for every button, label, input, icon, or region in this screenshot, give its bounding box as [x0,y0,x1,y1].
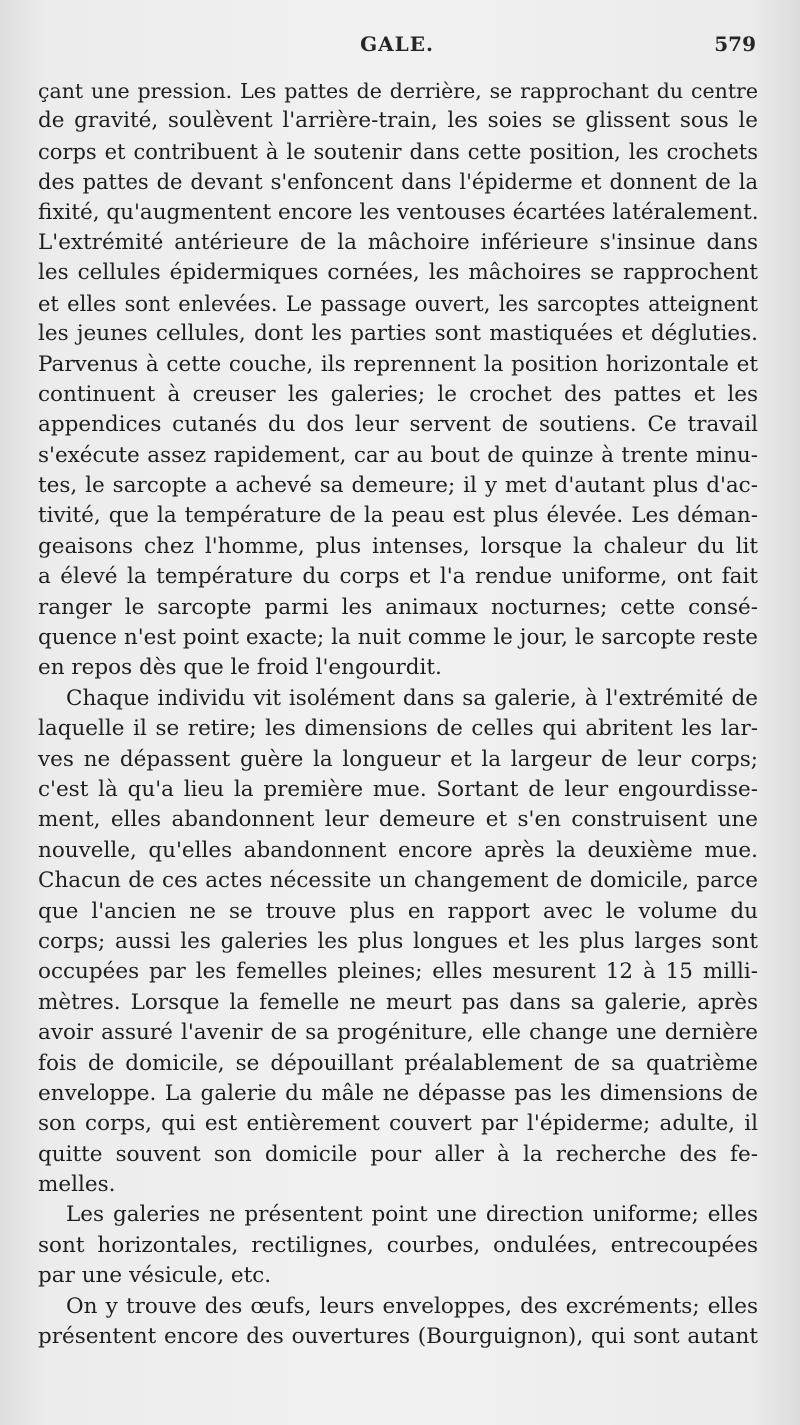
text-line: les cellules épidermiques cornées, les mâchoires se rapprochent [38,260,758,286]
text-line: melles. [38,1172,116,1198]
text-line: a élevé la température du corps et l'a rendue uniforme, ont fait [38,564,758,590]
text-line: c'est là qu'a lieu la première mue. Sortant de leur engourdisse- [38,776,758,802]
text-line: Parvenus à cette couche, ils reprennent la position horizontale et [38,351,758,377]
text-line: L'extrémité antérieure de la mâchoire inférieure s'insinue dans [38,229,758,255]
text-line: en repos dès que le froid l'engourdit. [38,655,442,681]
text-line: tes, le sarcopte a achevé sa demeure; il y met d'autant plus d'ac- [38,473,758,499]
text-line: laquelle il se retire; les dimensions de celles qui abritent les lar- [38,716,758,742]
text-line: présentent encore des ouvertures (Bourguignon), qui sont autant [38,1324,758,1350]
text-line: s'exécute assez rapidement, car au bout de quinze à trente minu- [38,442,758,468]
text-line: occupées par les femelles pleines; elles mesurent 12 à 15 milli- [38,959,758,985]
text-line: nouvelle, qu'elles abandonnent encore après la deuxième mue. [38,837,758,863]
text-line: continuent à creuser les galeries; le crochet des pattes et les [38,381,758,407]
running-head [38,32,756,62]
text-line: que l'ancien ne se trouve plus en rapport avec le volume du [38,898,758,924]
body-text [38,76,758,1352]
text-line: Chacun de ces actes nécessite un changement de domicile, parce [38,868,758,894]
text-line: sont horizontales, rectilignes, courbes, ondulées, entrecoupées [38,1232,758,1258]
text-line: enveloppe. La galerie du mâle ne dépasse pas les dimensions de [38,1080,758,1106]
text-line: son corps, qui est entièrement couvert par l'épiderme; adulte, il [38,1111,758,1137]
text-line: et elles sont enlevées. Le passage ouvert, les sarcoptes atteignent [38,291,758,316]
text-line: appendices cutanés du dos leur servent de soutiens. Ce travail [38,412,758,438]
text-line: Les galeries ne présentent point une direction uniforme; elles [66,1202,758,1228]
text-line: quence n'est point exacte; la nuit comme le jour, le sarcopte reste [38,625,758,651]
text-line: fixité, qu'augmentent encore les ventouses écartées latéralement. [38,199,759,225]
text-line: ves ne dépassent guère la longueur et la largeur de leur corps; [38,746,758,772]
text-line: corps; aussi les galeries les plus longues et les plus larges sont [38,928,758,954]
page-number: 579 [714,32,756,56]
text-line: par une vésicule, etc. [38,1263,272,1289]
text-line: ranger le sarcopte parmi les animaux nocturnes; cette consé- [38,594,758,620]
text-line: çant une pression. Les pattes de derrière, se rapprochant du centre [38,79,758,103]
text-line: On y trouve des œufs, leurs enveloppes, des excréments; elles [66,1293,758,1319]
running-title: GALE. [360,32,434,56]
text-line: ment, elles abandonnent leur demeure et s'en construisent une [38,807,758,833]
text-line: corps et contribuent à le soutenir dans cette position, les crochets [38,139,758,164]
text-line: geaisons chez l'homme, plus intenses, lorsque la chaleur du lit [38,533,758,559]
text-line: quitte souvent son domicile pour aller à la recherche des fe- [38,1141,758,1167]
text-line: les jeunes cellules, dont les parties sont mastiquées et dégluties. [38,321,758,347]
text-line: fois de domicile, se dépouillant préalablement de sa quatrième [38,1050,758,1076]
text-line: de gravité, soulèvent l'arrière-train, les soies se glissent sous le [38,108,758,134]
text-line: des pattes de devant s'enfoncent dans l'épiderme et donnent de la [38,170,758,195]
text-line: tivité, que la température de la peau est plus élevée. Les déman- [38,503,758,529]
text-line: mètres. Lorsque la femelle ne meurt pas dans sa galerie, après [38,989,758,1015]
text-line: avoir assuré l'avenir de sa progéniture, elle change une dernière [38,1020,758,1046]
text-line: Chaque individu vit isolément dans sa galerie, à l'extrémité de [66,685,758,711]
